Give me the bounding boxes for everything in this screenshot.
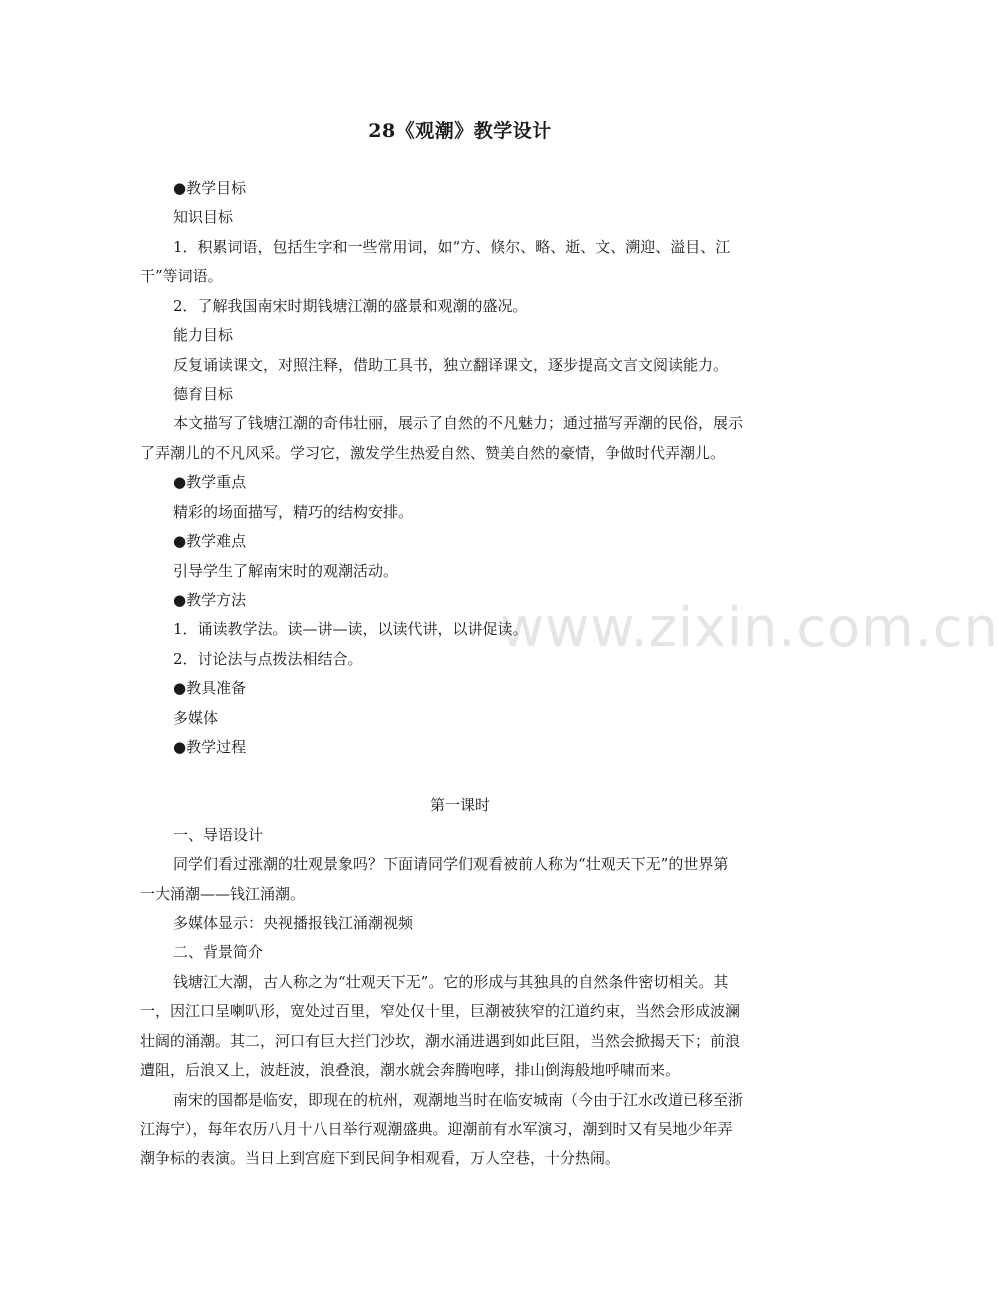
paragraph-line: 引导学生了解南宋时的观潮活动。 (173, 562, 399, 580)
paragraph-line: 南宋的国都是临安，即现在的杭州，观潮地当时在临安城南（今由于江水改道已移至浙 (173, 1091, 744, 1109)
paragraph-line: 潮争标的表演。当日上到宫庭下到民间争相观看，万人空巷，十分热闹。 (140, 1149, 621, 1167)
section-heading-key-points: ●教学重点 (173, 473, 247, 491)
section-heading-materials: ●教具准备 (173, 679, 247, 697)
paragraph-line: 2．讨论法与点拨法相结合。 (173, 650, 363, 668)
paragraph-line: 遭阻，后浪又上，波赶波，浪叠浪，潮水就会奔腾咆哮，排山倒海般地呼啸而来。 (140, 1061, 681, 1079)
paragraph-line: 1．积累词语，包括生字和一些常用词，如“方、倏尔、略、逝、文、溯迎、溢目、江 (173, 238, 731, 256)
subheading-background: 二、背景简介 (173, 943, 264, 961)
subheading-intro: 一、导语设计 (173, 826, 264, 844)
subheading-knowledge: 知识目标 (173, 208, 234, 226)
paragraph-line: 一大涌潮——钱江涌潮。 (140, 885, 306, 903)
paragraph-line: 壮阔的涌潮。其二，河口有巨大拦门沙坎，潮水涌进遇到如此巨阻，当然会掀揭天下；前浪 (140, 1032, 741, 1050)
section-heading-methods: ●教学方法 (173, 591, 247, 609)
section-heading-objectives: ●教学目标 (173, 179, 247, 197)
paragraph-line: 干”等词语。 (140, 267, 223, 285)
section-heading-process: ●教学过程 (173, 738, 247, 756)
paragraph-line: 反复诵读课文，对照注释，借助工具书，独立翻译课文，逐步提高文言文阅读能力。 (173, 356, 729, 374)
paragraph-line: 本文描写了钱塘江潮的奇伟壮丽，展示了自然的不凡魅力；通过描写弄潮的民俗，展示 (173, 414, 744, 432)
paragraph-line: 多媒体显示：央视播报钱江涌潮视频 (173, 914, 414, 932)
subheading-ability: 能力目标 (173, 326, 234, 344)
paragraph-line: 1．诵读教学法。读—讲—读，以读代讲，以讲促读。 (173, 620, 528, 638)
lesson-heading: 第一课时 (429, 796, 490, 814)
paragraph-line: 钱塘江大潮，古人称之为“壮观天下无”。它的形成与其独具的自然条件密切相关。其 (173, 973, 729, 991)
paragraph-line: 江海宁），每年农历八月十八日举行观潮盛典。迎潮前有水军演习，潮到时又有吴地少年弄 (140, 1120, 733, 1138)
section-heading-difficulties: ●教学难点 (173, 532, 247, 550)
paragraph-line: 了弄潮儿的不凡风采。学习它，激发学生热爱自然、赞美自然的豪情，争做时代弄潮儿。 (140, 444, 726, 462)
paragraph-line: 一，因江口呈喇叭形，宽处过百里，窄处仅十里，巨潮被狭窄的江道约束，当然会形成波澜 (140, 1002, 741, 1020)
subheading-moral: 德育目标 (173, 385, 234, 403)
paragraph-line: 2．了解我国南宋时期钱塘江潮的盛景和观潮的盛况。 (173, 297, 528, 315)
paragraph-line: 同学们看过涨潮的壮观景象吗？下面请同学们观看被前人称为“壮观天下无”的世界第 (173, 855, 729, 873)
paragraph-line: 精彩的场面描写，精巧的结构安排。 (173, 503, 414, 521)
watermark: www.zixin.com.cn (500, 596, 999, 659)
paragraph-line: 多媒体 (173, 709, 219, 727)
document-title: 28《观潮》教学设计 (368, 120, 552, 142)
